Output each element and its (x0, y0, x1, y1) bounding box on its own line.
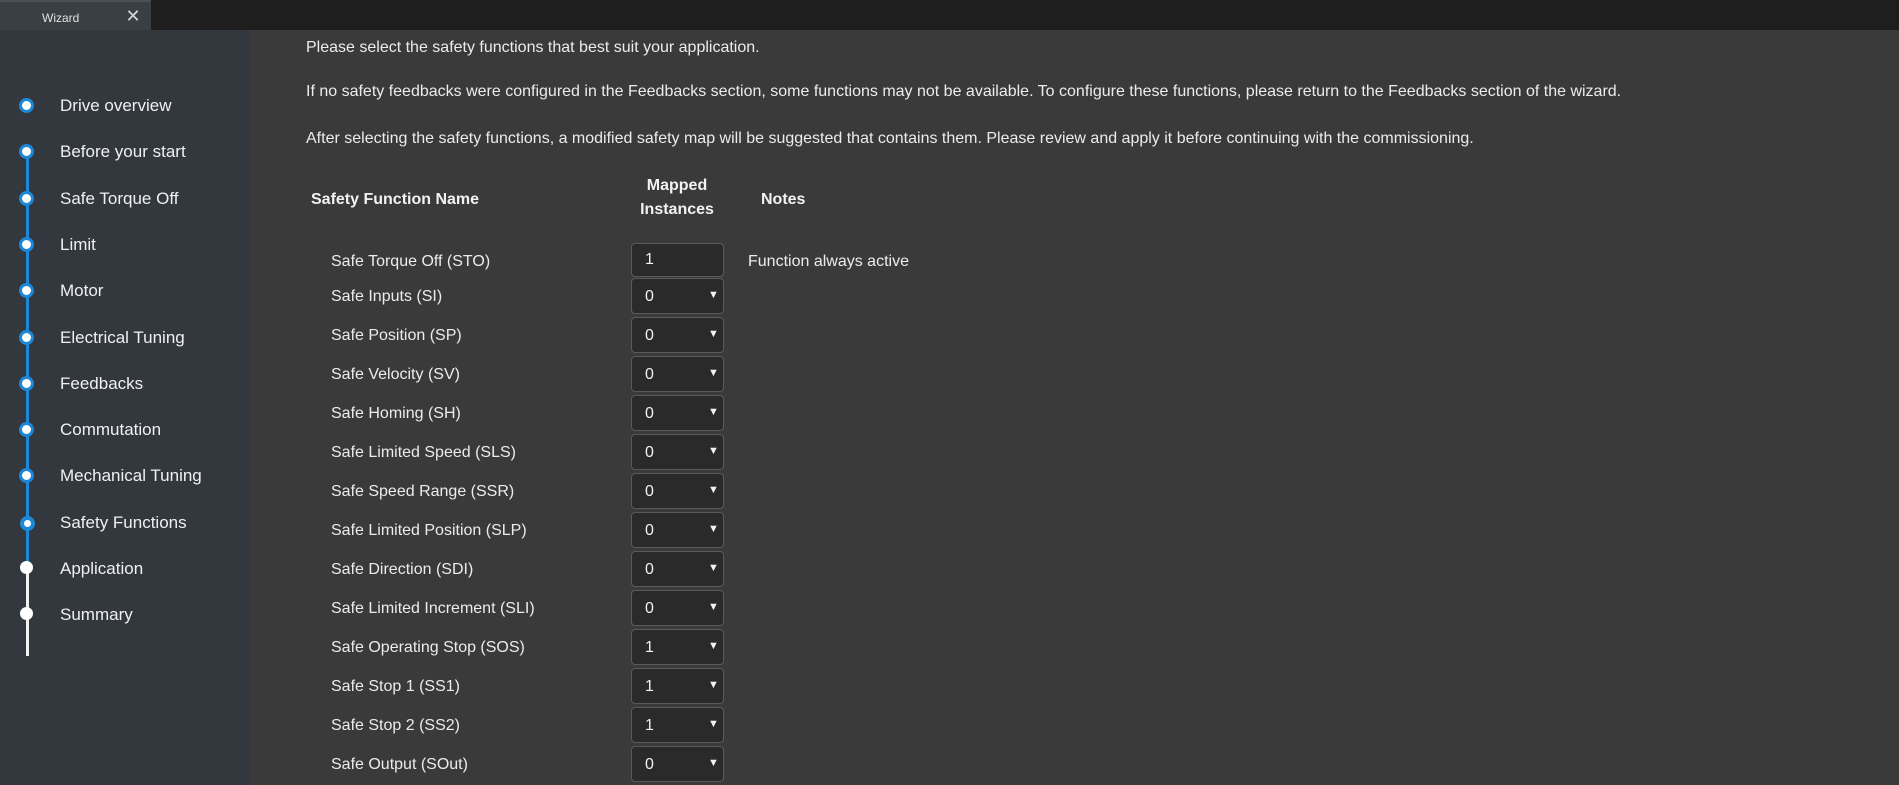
chevron-down-icon: ▼ (708, 640, 719, 652)
select-value: 1 (645, 678, 654, 695)
chevron-down-icon: ▼ (708, 523, 719, 535)
sidebar-step-limit[interactable] (0, 229, 251, 259)
step-dot-icon (19, 283, 34, 298)
function-note: Function always active (748, 253, 909, 270)
close-icon[interactable]: ✕ (125, 6, 141, 26)
sidebar-step-label: Electrical Tuning (60, 327, 185, 347)
chevron-down-icon: ▼ (708, 367, 719, 379)
mapped-instances-select-safe-direction-sdi[interactable] (631, 551, 724, 587)
select-value: 0 (645, 327, 654, 344)
chevron-down-icon: ▼ (708, 289, 719, 301)
sidebar-step-commutation[interactable] (0, 414, 251, 444)
select-value: 0 (645, 561, 654, 578)
mapped-instances-select-safe-inputs-si[interactable] (631, 278, 724, 314)
step-dot-icon (19, 191, 34, 206)
function-name-safe-speed-range-ssr: Safe Speed Range (SSR) (331, 483, 515, 500)
step-dot-icon (19, 237, 34, 252)
sidebar-step-electrical-tuning[interactable] (0, 322, 251, 352)
sidebar-step-label: Summary (60, 605, 133, 625)
sidebar-step-mechanical-tuning[interactable] (0, 460, 251, 490)
function-name-safe-direction-sdi: Safe Direction (SDI) (331, 561, 474, 578)
function-name-safe-position-sp: Safe Position (SP) (331, 327, 462, 344)
mapped-instances-input-safe-torque-off-sto[interactable]: 1 (631, 243, 724, 277)
mapped-instances-select-safe-limited-position-slp[interactable] (631, 512, 724, 548)
mapped-instances-select-safe-homing-sh[interactable] (631, 395, 724, 431)
select-value: 1 (645, 717, 654, 734)
step-dot-icon (19, 376, 34, 391)
select-value: 1 (645, 639, 654, 656)
chevron-down-icon: ▼ (708, 328, 719, 340)
step-dot-icon (20, 516, 35, 531)
function-name-safe-homing-sh: Safe Homing (SH) (331, 405, 461, 422)
mapped-instances-select-safe-velocity-sv[interactable] (631, 356, 724, 392)
sidebar-step-feedbacks[interactable] (0, 368, 251, 398)
function-name-safe-limited-position-slp: Safe Limited Position (SLP) (331, 522, 527, 539)
select-value: 0 (645, 444, 654, 461)
step-dot-icon (20, 561, 33, 574)
mapped-instances-select-safe-limited-increment-sli[interactable] (631, 590, 724, 626)
sidebar-step-label: Mechanical Tuning (60, 466, 202, 486)
select-value: 0 (645, 600, 654, 617)
select-value: 0 (645, 405, 654, 422)
select-value: 0 (645, 366, 654, 383)
step-dot-icon (20, 607, 33, 620)
function-name-safe-stop-2-ss2: Safe Stop 2 (SS2) (331, 717, 460, 734)
chevron-down-icon: ▼ (708, 484, 719, 496)
mapped-instances-select-safe-stop-2-ss2[interactable] (631, 707, 724, 743)
function-name-safe-velocity-sv: Safe Velocity (SV) (331, 366, 460, 383)
tab-wizard[interactable] (0, 0, 151, 30)
sidebar-step-label: Before your start (60, 142, 186, 162)
chevron-down-icon: ▼ (708, 562, 719, 574)
chevron-down-icon: ▼ (708, 718, 719, 730)
sidebar-step-motor[interactable] (0, 275, 251, 305)
step-dot-icon (19, 330, 34, 345)
tab-label: Wizard (42, 11, 80, 25)
title-bar (0, 0, 1899, 30)
mapped-instances-select-safe-operating-stop-sos[interactable] (631, 629, 724, 665)
mapped-instances-select-safe-speed-range-ssr[interactable] (631, 473, 724, 509)
select-value: 0 (645, 288, 654, 305)
function-name-safe-torque-off-sto: Safe Torque Off (STO) (331, 253, 491, 270)
intro-text: Please select the safety functions that best suit your application. (306, 39, 760, 56)
select-value: 0 (645, 483, 654, 500)
header-notes: Notes (761, 191, 806, 208)
sidebar-step-drive-overview[interactable] (0, 90, 251, 120)
mapped-instances-select-safe-position-sp[interactable] (631, 317, 724, 353)
mapped-instances-select-safe-stop-1-ss1[interactable] (631, 668, 724, 704)
header-instances: Instances (640, 201, 714, 218)
header-safety-function-name: Safety Function Name (311, 191, 480, 208)
sidebar-step-label: Safe Torque Off (60, 188, 179, 208)
sidebar-step-before-your-start[interactable] (0, 136, 251, 166)
sidebar-step-label: Commutation (60, 420, 162, 440)
step-dot-icon (19, 144, 34, 159)
safety-functions-panel (251, 30, 1899, 785)
step-dot-icon (19, 98, 34, 113)
mapped-instances-select-safe-limited-speed-sls[interactable] (631, 434, 724, 470)
sidebar-step-label: Motor (60, 281, 104, 301)
safety-map-info-text: After selecting the safety functions, a modified safety map will be suggested that contains them. Please review and apply it before continuing with the commissioning. (306, 130, 1474, 147)
function-name-safe-inputs-si: Safe Inputs (SI) (331, 288, 443, 305)
sidebar-step-label: Drive overview (60, 96, 172, 115)
chevron-down-icon: ▼ (708, 406, 719, 418)
sidebar-step-summary[interactable] (0, 599, 251, 629)
chevron-down-icon: ▼ (708, 679, 719, 691)
function-name-safe-limited-speed-sls: Safe Limited Speed (SLS) (331, 444, 516, 461)
step-dot-icon (19, 468, 34, 483)
function-name-safe-operating-stop-sos: Safe Operating Stop (SOS) (331, 639, 525, 656)
feedback-info-text: If no safety feedbacks were configured in the Feedbacks section, some functions may not be available. To configure these functions, please return to the Feedbacks section of the wizard. (306, 83, 1622, 100)
sidebar-step-label: Safety Functions (60, 512, 187, 532)
wizard-steps-sidebar (0, 30, 251, 785)
header-mapped: Mapped (646, 177, 708, 194)
function-name-safe-output-sout: Safe Output (SOut) (331, 756, 468, 773)
sidebar-step-application[interactable] (0, 553, 251, 583)
sidebar-step-safe-torque-off[interactable] (0, 183, 251, 213)
chevron-down-icon: ▼ (708, 757, 719, 769)
function-name-safe-stop-1-ss1: Safe Stop 1 (SS1) (331, 678, 460, 695)
mapped-instances-select-safe-output-sout[interactable] (631, 746, 724, 782)
chevron-down-icon: ▼ (708, 445, 719, 457)
select-value: 0 (645, 756, 654, 773)
step-dot-icon (19, 422, 34, 437)
sidebar-step-label: Limit (60, 234, 96, 254)
function-name-safe-limited-increment-sli: Safe Limited Increment (SLI) (331, 600, 535, 617)
select-value: 0 (645, 522, 654, 539)
sidebar-step-label: Feedbacks (60, 373, 144, 393)
sidebar-step-safety-functions[interactable] (0, 507, 251, 537)
sidebar-step-label: Application (60, 559, 144, 578)
chevron-down-icon: ▼ (708, 601, 719, 613)
